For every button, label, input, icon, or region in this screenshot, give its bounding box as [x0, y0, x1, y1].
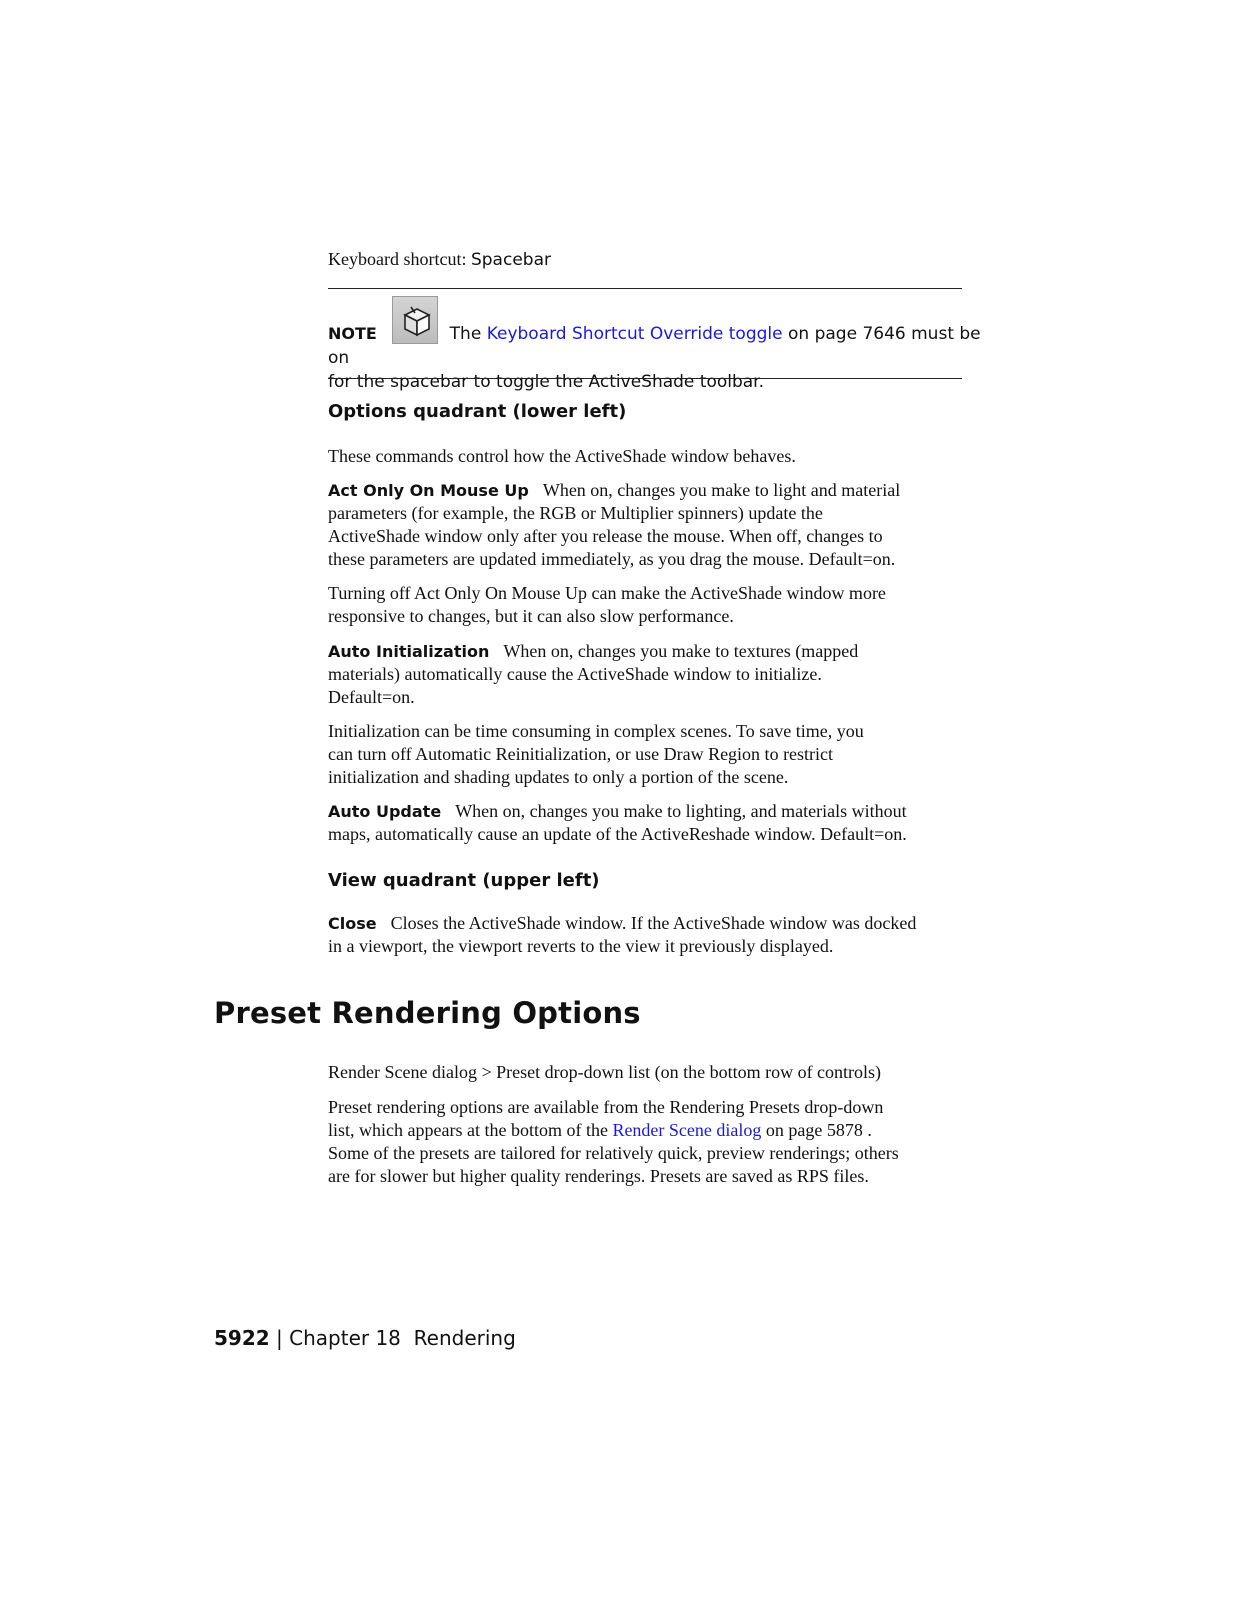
preset-description: Preset rendering options are available from the Rendering Presets drop-down list, which appears at the bottom of the Render Scene dialog on page 5878 . Some of the presets are tailored for relatively quick, preview renderings; others are for slower but higher quality renderings. Presets are saved as RPS files.	[328, 1097, 899, 1186]
close-term: Close	[328, 914, 377, 933]
auto-initialization-entry: Auto Initialization When on, changes you make to textures (mapped materials) automatically cause the ActiveShade window to initialize. Default=on.	[328, 641, 859, 707]
note-top-rule	[328, 288, 962, 289]
preset-path: Render Scene dialog > Preset drop-down list (on the bottom row of controls)	[328, 1062, 882, 1082]
auto-update-term: Auto Update	[328, 802, 442, 821]
shortcut-value: Spacebar	[470, 250, 551, 270]
act-only-on-mouse-up-entry: Act Only On Mouse Up When on, changes you make to light and material parameters (for example, the RGB or Multiplier spinners) update the ActiveShade window only after you release the mouse. When off, changes to these parameters are updated immediately, as you drag the mouse. Default=on.	[328, 480, 901, 569]
view-quadrant-heading: View quadrant (upper left)	[328, 870, 600, 891]
act-only-term: Act Only On Mouse Up	[328, 481, 529, 500]
page-footer	[214, 1326, 516, 1350]
page-number: 5922	[214, 1326, 270, 1350]
options-quadrant-heading: Options quadrant (lower left)	[328, 401, 627, 422]
turning-off-paragraph: Turning off Act Only On Mouse Up can make the ActiveShade window more responsive to changes, but it can also slow performance.	[328, 583, 886, 626]
render-scene-dialog-link[interactable]: Render Scene dialog	[612, 1120, 762, 1140]
note-bottom-rule	[328, 378, 962, 379]
footer-chapter: Chapter 18	[289, 1326, 401, 1350]
footer-separator: |	[276, 1326, 283, 1350]
initialization-note-paragraph: Initialization can be time consuming in complex scenes. To save time, you can turn off Automatic Reinitialization, or use Draw Region to restrict initialization and shading updates to only a portion of the scene.	[328, 721, 864, 787]
close-entry: Close Closes the ActiveShade window. If the ActiveShade window was docked in a viewport, the viewport reverts to the view it previously displayed.	[328, 913, 917, 956]
auto-init-term: Auto Initialization	[328, 642, 490, 661]
note-label: NOTE	[328, 324, 377, 343]
note-block: NOTE The Keyboard Shortcut Override toggle on page 7646 must be on for the spacebar to toggle the ActiveShade toolbar.	[328, 296, 988, 394]
auto-update-entry: Auto Update When on, changes you make to lighting, and materials without maps, automatically cause an update of the ActiveReshade window. Default=on.	[328, 801, 907, 844]
keyboard-shortcut-override-link[interactable]: Keyboard Shortcut Override toggle	[486, 324, 783, 344]
footer-section: Rendering	[413, 1326, 516, 1350]
section-title: Preset Rendering Options	[214, 996, 641, 1030]
options-intro: These commands control how the ActiveShade window behaves.	[328, 446, 796, 466]
note-line-2: for the spacebar to toggle the ActiveShade toolbar.	[328, 372, 765, 392]
toolbar-toggle-icon	[392, 296, 438, 344]
keyboard-shortcut-line: Keyboard shortcut: Spacebar	[328, 249, 551, 270]
